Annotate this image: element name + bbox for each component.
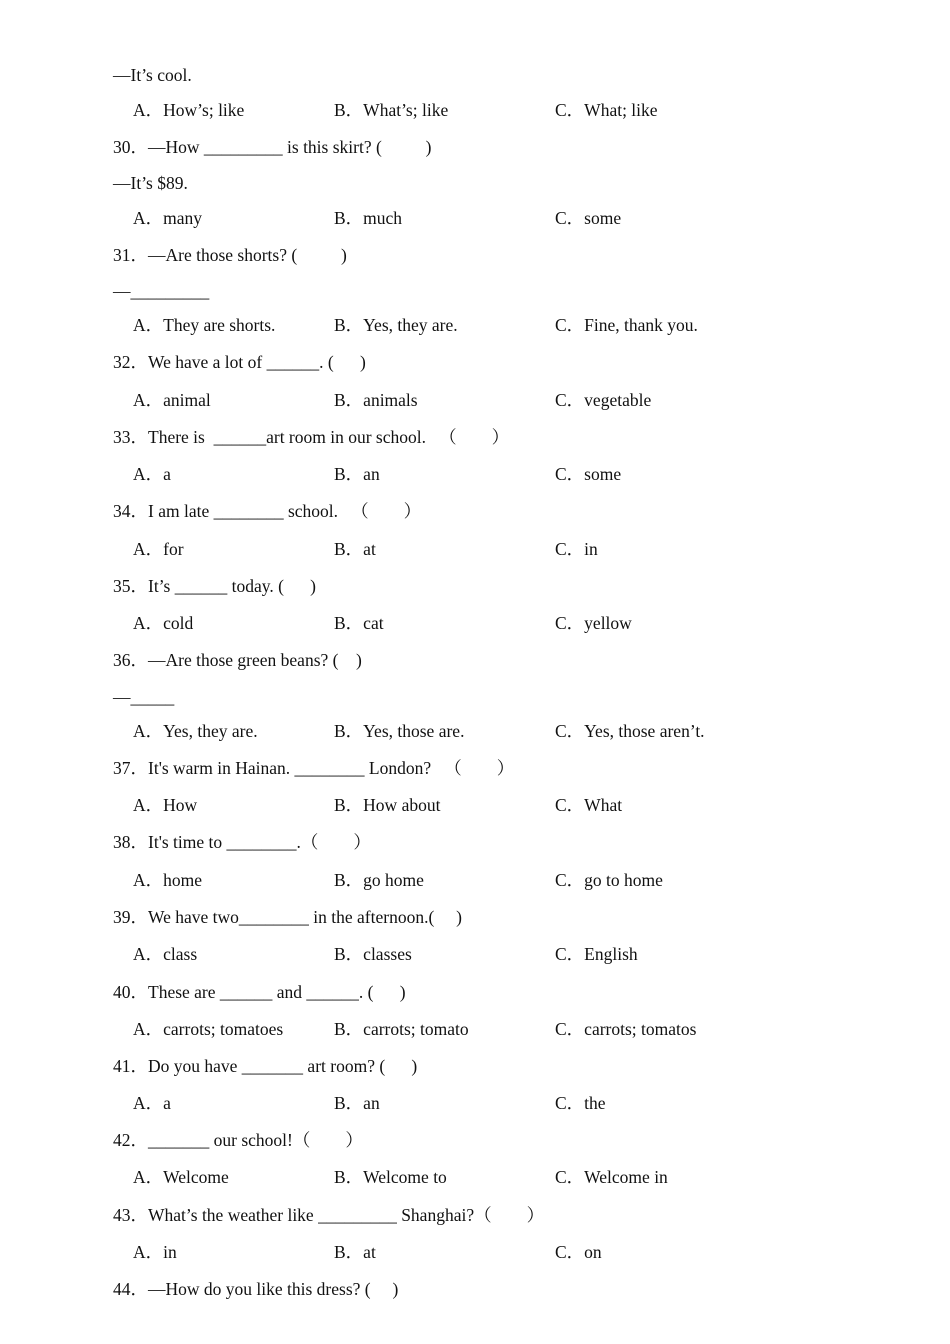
option-b: B．an xyxy=(334,464,380,484)
answer-line: —It’s $89. xyxy=(113,173,188,193)
option-c: C．Fine, thank you. xyxy=(555,315,698,335)
option-c: C．Yes, those aren’t. xyxy=(555,721,705,741)
question-36: 36．—Are those green beans? ( ) xyxy=(113,650,362,670)
option-a: A．cold xyxy=(133,613,194,633)
option-b: B．at xyxy=(334,1242,376,1262)
answer-blank: —_________ xyxy=(113,281,210,301)
question-35: 35．It’s ______ today. ( ) xyxy=(113,576,317,596)
question-33: 33．There is ______art room in our school. （ ） xyxy=(113,427,510,447)
option-b: B．Yes, they are. xyxy=(334,315,458,335)
option-a: A．home xyxy=(133,870,203,890)
option-c: C．What xyxy=(555,795,623,815)
option-c: C．in xyxy=(555,539,598,559)
option-c: C．some xyxy=(555,208,622,228)
option-c: C．vegetable xyxy=(555,390,652,410)
option-a: A．carrots; tomatoes xyxy=(133,1019,284,1039)
option-b: B．Yes, those are. xyxy=(334,721,465,741)
option-b: B．What’s; like xyxy=(334,100,449,120)
option-a: A．a xyxy=(133,464,171,484)
question-32: 32．We have a lot of ______. ( ) xyxy=(113,352,366,372)
option-a: A．class xyxy=(133,944,198,964)
option-a: A．They are shorts. xyxy=(133,315,276,335)
option-b: B．cat xyxy=(334,613,384,633)
question-39: 39．We have two________ in the afternoon.( ) xyxy=(113,907,462,927)
option-a: A．How’s; like xyxy=(133,100,245,120)
question-41: 41．Do you have _______ art room? ( ) xyxy=(113,1056,418,1076)
option-a: A．for xyxy=(133,539,184,559)
option-b: B．much xyxy=(334,208,403,228)
option-b: B．How about xyxy=(334,795,441,815)
option-c: C．yellow xyxy=(555,613,632,633)
option-b: B．classes xyxy=(334,944,412,964)
question-37: 37．It's warm in Hainan. ________ London? （ ） xyxy=(113,758,515,778)
option-a: A．animal xyxy=(133,390,211,410)
option-b: B．at xyxy=(334,539,376,559)
option-c: C．the xyxy=(555,1093,606,1113)
option-b: B．carrots; tomato xyxy=(334,1019,469,1039)
option-a: A．Yes, they are. xyxy=(133,721,258,741)
option-a: A．in xyxy=(133,1242,177,1262)
option-b: B．an xyxy=(334,1093,380,1113)
option-a: A．a xyxy=(133,1093,171,1113)
option-c: C．on xyxy=(555,1242,602,1262)
option-c: C．some xyxy=(555,464,622,484)
answer-line: —It’s cool. xyxy=(113,65,192,85)
question-40: 40．These are ______ and ______. ( ) xyxy=(113,982,406,1002)
option-c: C．English xyxy=(555,944,638,964)
option-b: B．animals xyxy=(334,390,418,410)
question-44: 44．—How do you like this dress? ( ) xyxy=(113,1279,399,1299)
question-30: 30．—How _________ is this skirt? ( ) xyxy=(113,137,432,157)
question-43: 43．What’s the weather like _________ Shanghai?（ ） xyxy=(113,1205,545,1225)
answer-blank: —_____ xyxy=(113,687,175,707)
option-b: B．Welcome to xyxy=(334,1167,447,1187)
option-a: A．many xyxy=(133,208,203,228)
option-b: B．go home xyxy=(334,870,424,890)
option-c: C．What; like xyxy=(555,100,658,120)
option-c: C．carrots; tomatos xyxy=(555,1019,697,1039)
question-31: 31．—Are those shorts? ( ) xyxy=(113,245,347,265)
option-a: A．How xyxy=(133,795,198,815)
question-38: 38．It's time to ________.（ ） xyxy=(113,832,371,852)
option-c: C．go to home xyxy=(555,870,663,890)
question-34: 34．I am late ________ school. （ ） xyxy=(113,501,422,521)
option-c: C．Welcome in xyxy=(555,1167,668,1187)
option-a: A．Welcome xyxy=(133,1167,229,1187)
question-42: 42．_______ our school!（ ） xyxy=(113,1130,363,1150)
